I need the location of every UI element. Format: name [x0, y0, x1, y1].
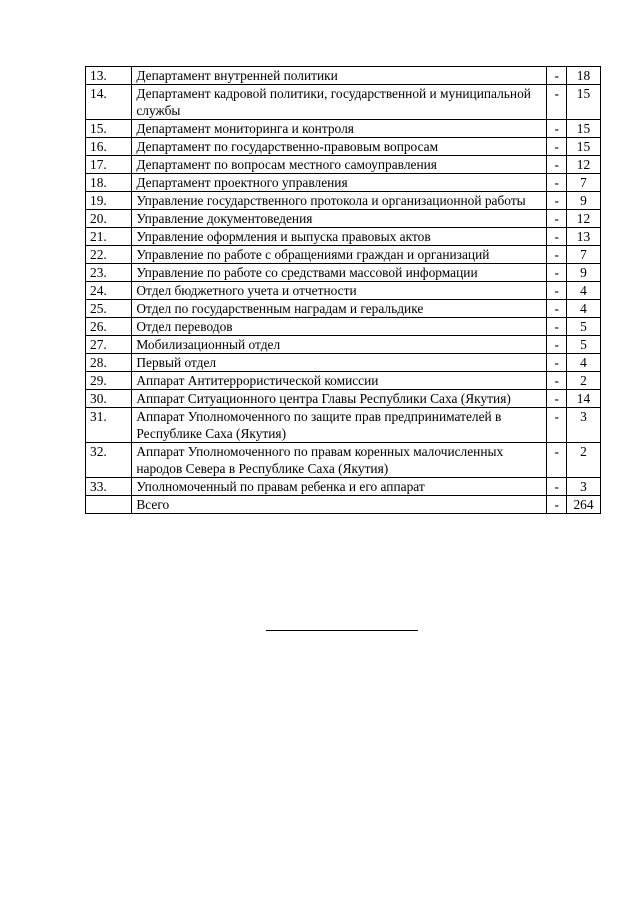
dash-cell: -	[547, 496, 567, 514]
row-number: 31.	[86, 408, 132, 443]
dash-cell: -	[547, 264, 567, 282]
table-row	[86, 336, 601, 354]
dash-cell: -	[547, 120, 567, 138]
department-name: Управление оформления и выпуска правовых актов	[132, 228, 547, 246]
row-number	[86, 496, 132, 514]
department-name: Управление государственного протокола и организационной работы	[132, 192, 547, 210]
dash-cell: -	[547, 443, 567, 478]
row-number: 15.	[86, 120, 132, 138]
row-number: 25.	[86, 300, 132, 318]
dash-cell: -	[547, 478, 567, 496]
department-name: Аппарат Уполномоченного по защите прав предпринимателей в Республике Саха (Якутия)	[132, 408, 547, 443]
row-number: 24.	[86, 282, 132, 300]
table-row	[86, 85, 601, 120]
staff-table	[85, 66, 601, 514]
department-name: Департамент кадровой политики, государственной и муниципальной службы	[132, 85, 547, 120]
department-name: Департамент по вопросам местного самоуправления	[132, 156, 547, 174]
dash-cell: -	[547, 354, 567, 372]
staff-count: 3	[566, 408, 600, 443]
department-name: Департамент внутренней политики	[132, 67, 547, 85]
row-number: 21.	[86, 228, 132, 246]
staff-count: 15	[566, 138, 600, 156]
row-number: 30.	[86, 390, 132, 408]
staff-count: 13	[566, 228, 600, 246]
dash-cell: -	[547, 390, 567, 408]
row-number: 16.	[86, 138, 132, 156]
staff-count: 9	[566, 192, 600, 210]
department-name: Аппарат Уполномоченного по правам коренных малочисленных народов Севера в Республике Саха (Якутия)	[132, 443, 547, 478]
department-name: Управление по работе со средствами массовой информации	[132, 264, 547, 282]
department-name: Департамент по государственно-правовым вопросам	[132, 138, 547, 156]
table-row	[86, 174, 601, 192]
row-number: 20.	[86, 210, 132, 228]
staff-count: 12	[566, 156, 600, 174]
row-number: 19.	[86, 192, 132, 210]
staff-count: 5	[566, 336, 600, 354]
dash-cell: -	[547, 282, 567, 300]
staff-count: 3	[566, 478, 600, 496]
dash-cell: -	[547, 246, 567, 264]
row-number: 23.	[86, 264, 132, 282]
staff-count: 12	[566, 210, 600, 228]
table-row	[86, 210, 601, 228]
staff-count: 4	[566, 354, 600, 372]
table-row	[86, 354, 601, 372]
table-row	[86, 264, 601, 282]
department-name: Департамент проектного управления	[132, 174, 547, 192]
row-number: 29.	[86, 372, 132, 390]
total-row	[86, 496, 601, 514]
table-row	[86, 478, 601, 496]
staff-count: 264	[566, 496, 600, 514]
table-row	[86, 408, 601, 443]
department-name: Первый отдел	[132, 354, 547, 372]
row-number: 32.	[86, 443, 132, 478]
table-row	[86, 318, 601, 336]
row-number: 13.	[86, 67, 132, 85]
table-row	[86, 228, 601, 246]
table-row	[86, 443, 601, 478]
table-row	[86, 300, 601, 318]
table-row	[86, 282, 601, 300]
table-row	[86, 156, 601, 174]
dash-cell: -	[547, 210, 567, 228]
staff-count: 15	[566, 120, 600, 138]
department-name: Всего	[132, 496, 547, 514]
end-rule	[266, 630, 418, 631]
staff-count: 18	[566, 67, 600, 85]
row-number: 28.	[86, 354, 132, 372]
department-name: Управление документоведения	[132, 210, 547, 228]
department-name: Отдел по государственным наградам и геральдике	[132, 300, 547, 318]
staff-count: 2	[566, 443, 600, 478]
dash-cell: -	[547, 138, 567, 156]
department-name: Департамент мониторинга и контроля	[132, 120, 547, 138]
table-row	[86, 372, 601, 390]
staff-count: 7	[566, 174, 600, 192]
staff-count: 5	[566, 318, 600, 336]
table-row	[86, 120, 601, 138]
row-number: 14.	[86, 85, 132, 120]
dash-cell: -	[547, 300, 567, 318]
department-name: Аппарат Антитеррористической комиссии	[132, 372, 547, 390]
department-name: Мобилизационный отдел	[132, 336, 547, 354]
row-number: 33.	[86, 478, 132, 496]
table-row	[86, 67, 601, 85]
dash-cell: -	[547, 372, 567, 390]
staff-count: 14	[566, 390, 600, 408]
table-row	[86, 246, 601, 264]
staff-count: 2	[566, 372, 600, 390]
row-number: 17.	[86, 156, 132, 174]
row-number: 27.	[86, 336, 132, 354]
department-name: Управление по работе с обращениями граждан и организаций	[132, 246, 547, 264]
dash-cell: -	[547, 67, 567, 85]
dash-cell: -	[547, 85, 567, 120]
department-name: Уполномоченный по правам ребенка и его аппарат	[132, 478, 547, 496]
staff-count: 7	[566, 246, 600, 264]
row-number: 22.	[86, 246, 132, 264]
table-row	[86, 390, 601, 408]
row-number: 26.	[86, 318, 132, 336]
row-number: 18.	[86, 174, 132, 192]
dash-cell: -	[547, 192, 567, 210]
dash-cell: -	[547, 228, 567, 246]
department-name: Аппарат Ситуационного центра Главы Республики Саха (Якутия)	[132, 390, 547, 408]
table-row	[86, 138, 601, 156]
staff-count: 4	[566, 300, 600, 318]
staff-count: 4	[566, 282, 600, 300]
dash-cell: -	[547, 156, 567, 174]
department-name: Отдел переводов	[132, 318, 547, 336]
dash-cell: -	[547, 174, 567, 192]
dash-cell: -	[547, 318, 567, 336]
staff-count: 9	[566, 264, 600, 282]
table-row	[86, 192, 601, 210]
department-name: Отдел бюджетного учета и отчетности	[132, 282, 547, 300]
dash-cell: -	[547, 336, 567, 354]
staff-count: 15	[566, 85, 600, 120]
dash-cell: -	[547, 408, 567, 443]
